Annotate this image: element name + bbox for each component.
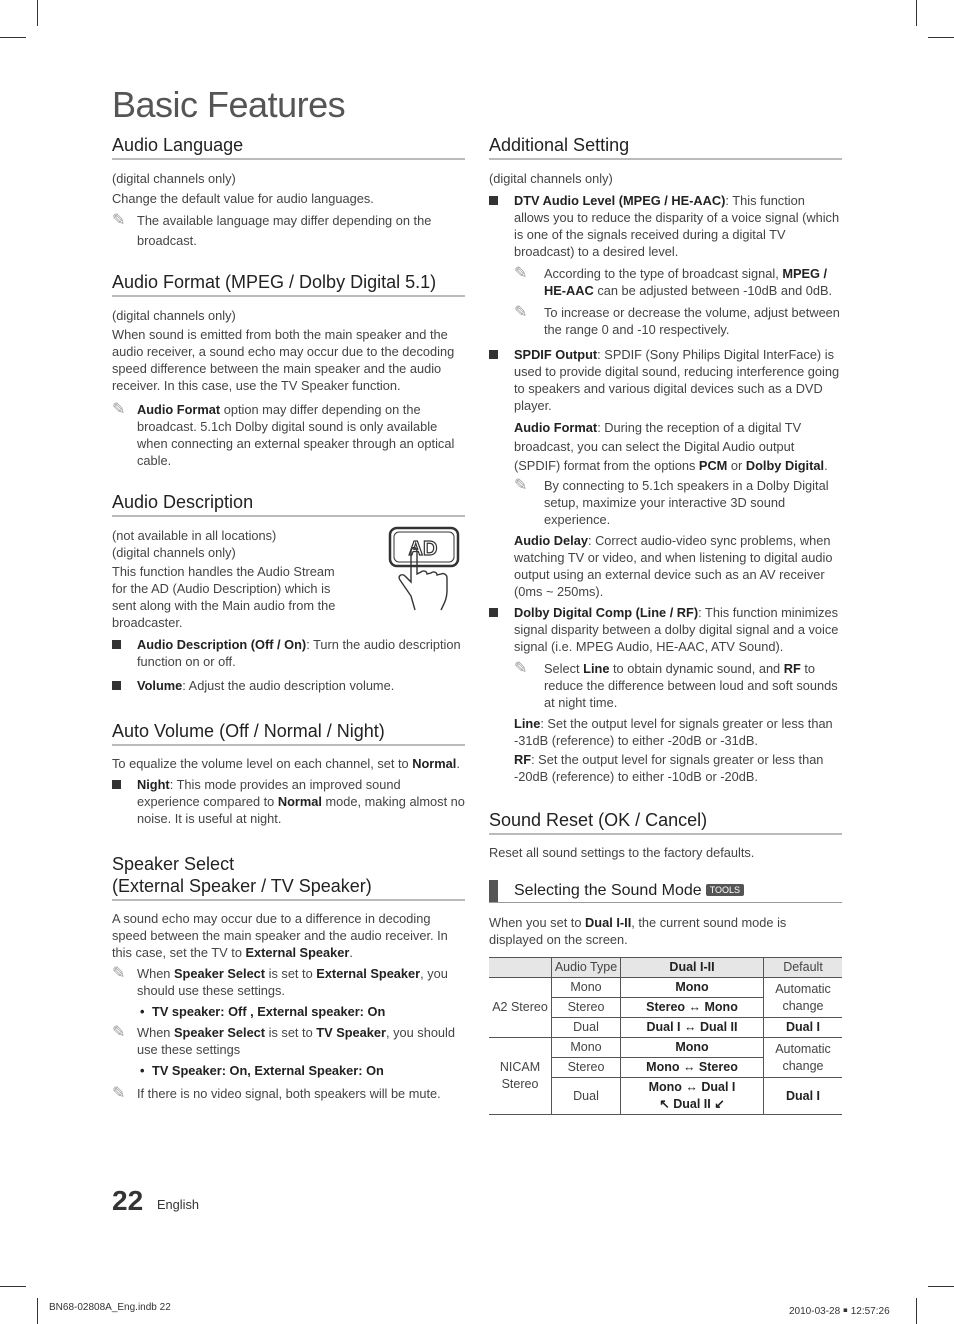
audio-language-p1: (digital channels only) [112,171,236,186]
audio-delay: Audio Delay: Correct audio-video sync problems, when watching TV or video, and when listening to digital audio output using an external device such as an AV receiver (0ms ~ 250ms). [514,533,833,599]
sound-reset-p1: Reset all sound settings to the factory defaults. [489,845,755,860]
print-date-info: 2010-03-28 ￭ 12:57:26 [789,1306,890,1317]
page-number: 22 [112,1185,144,1216]
audio-format-p2: When sound is emitted from both the main speaker and the audio receiver, a sound echo may occur due to the decoding speed difference between the main speaker and the audio receiver. In this case, use the TV Speaker function. [112,327,455,393]
speaker-select-note-3: ✎ If there is no video signal, both speakers will be mute. [112,1085,441,1102]
audio-language-heading: Audio Language [112,134,465,160]
audio-format-note: ✎ Audio Format option may differ depending on the broadcast. 5.1ch Dolby digital sound is only available when connecting an external speaker through an optical cable. [112,401,455,468]
rf-description: RF: Set the output level for signals greater or less than -20dB (reference) to either -10dB or -20dB. [514,752,824,784]
table-row: NICAM Stereo Mono Mono Automatic change [489,1038,842,1058]
dolby-digital-comp-bullet: Dolby Digital Comp (Line / RF): This function minimizes signal disparity between a dolby digital signal and a voice signal (i.e. MPEG Audio, HE-AAC, ATV Sound). [489,604,842,655]
dtv-audio-level-bullet: DTV Audio Level (MPEG / HE-AAC): This function allows you to reduce the disparity of a voice signal (which is one of the signals received during a digital TV broadcast) to a desired level. [489,192,842,260]
crop-mark [916,1298,917,1324]
table-row: Dual Mono ↔ Dual I ↖ Dual II ↙ Dual I [489,1078,842,1115]
pencil-icon: ✎ [112,1024,126,1041]
pencil-icon: ✎ [514,477,528,494]
speaker-select-heading: Speaker Select (External Speaker / TV Speaker) [112,853,465,901]
pencil-icon: ✎ [514,660,528,677]
speaker-setting-1: • TV speaker: Off , External speaker: On [140,1004,386,1019]
sound-mode-heading: Selecting the Sound Mode TOOLS [489,880,842,903]
left-column [112,134,465,1102]
audio-description-p3: This function handles the Audio Stream for the AD (Audio Description) which is sent along with the Main audio from the broadcaster. [112,564,336,630]
crop-mark [37,0,38,26]
page-language: English [157,1197,199,1212]
table-row: Stereo Stereo ↔ Mono [489,998,842,1018]
tools-icon: TOOLS [706,884,744,896]
auto-volume-heading: Auto Volume (Off / Normal / Night) [112,720,465,746]
audio-description-heading: Audio Description [112,491,465,517]
table-row: Dual Dual I ↔ Dual II Dual I [489,1018,842,1038]
audio-description-p2: (digital channels only) [112,545,236,560]
sound-mode-p1: When you set to Dual I-II, the current sound mode is displayed on the screen. [489,915,787,947]
crop-mark [928,37,954,38]
ad-button-icon [385,526,460,611]
print-file-info: BN68-02808A_Eng.indb 22 [49,1302,171,1313]
audio-language-p2: Change the default value for audio languages. [112,191,374,206]
speaker-setting-2: • TV Speaker: On, External Speaker: On [140,1063,384,1078]
auto-volume-p1: To equalize the volume level on each channel, set to Normal. [112,756,460,771]
table-row: Stereo Mono ↔ Stereo [489,1058,842,1078]
audio-format-p1: (digital channels only) [112,308,236,323]
spdif-output-bullet: SPDIF Output: SPDIF (Sony Philips Digital InterFace) is used to provide digital sound, reducing interference going to speakers and various digital devices such as a DVD player. [489,346,842,414]
table-row: A2 Stereo Mono Mono Automatic change [489,978,842,998]
pencil-icon: ✎ [112,965,126,982]
audio-format-heading: Audio Format (MPEG / Dolby Digital 5.1) [112,271,465,297]
crop-mark [928,1286,954,1287]
spdif-note: ✎ By connecting to 5.1ch speakers in a Dolby Digital setup, maximize your interactive 3D sound experience. [514,477,829,527]
speaker-select-note-2: ✎ When Speaker Select is set to TV Speaker, you should use these settings [112,1024,456,1057]
pencil-icon: ✎ [514,265,528,282]
audio-description-bullet: Audio Description (Off / On): Turn the audio description function on or off. [112,636,465,670]
sound-mode-table [489,957,842,1115]
dtv-note-2: ✎ To increase or decrease the volume, adjust between the range 0 and -10 respectively. [514,304,840,337]
crop-mark [0,1286,26,1287]
sound-reset-heading: Sound Reset (OK / Cancel) [489,809,842,835]
dolby-note: ✎ Select Line to obtain dynamic sound, and RF to reduce the difference between loud and soft sounds at night time. [514,660,838,710]
crop-mark [916,0,917,26]
additional-setting-heading: Additional Setting [489,134,842,160]
volume-bullet: Volume: Adjust the audio description volume. [112,677,465,694]
speaker-select-note-1: ✎ When Speaker Select is set to External Speaker, you should use these settings. [112,965,448,998]
right-column [489,134,842,1115]
table-header-row: Audio Type Dual I-II Default [489,958,842,978]
audio-language-note: ✎ The available language may differ depending on the broadcast. [112,212,432,248]
additional-p1: (digital channels only) [489,171,613,186]
crop-mark [37,1298,38,1324]
speaker-select-p1: A sound echo may occur due to a difference in decoding speed between the main speaker and the audio receiver. In this case, set the TV to External Speaker. [112,911,448,960]
pencil-icon: ✎ [112,212,126,229]
line-description: Line: Set the output level for signals greater or less than -31dB (reference) to either -20dB or -31dB. [514,716,833,748]
pencil-icon: ✎ [112,1085,126,1102]
pencil-icon: ✎ [514,304,528,321]
svg-text:AD: AD [408,538,438,560]
dtv-note-1: ✎ According to the type of broadcast signal, MPEG / HE-AAC can be adjusted between -10dB and 0dB. [514,265,833,298]
audio-description-p1: (not available in all locations) [112,528,277,543]
night-bullet: Night: This mode provides an improved sound experience compared to Normal mode, making almost no noise. It is useful at night. [112,776,465,827]
page-title: Basic Features [112,84,346,125]
pencil-icon: ✎ [112,401,126,418]
crop-mark [0,37,26,38]
spdif-audio-format: Audio Format: During the reception of a digital TV broadcast, you can select the Digital Audio output (SPDIF) format from the options PCM or Dolby Digital. [514,420,828,473]
